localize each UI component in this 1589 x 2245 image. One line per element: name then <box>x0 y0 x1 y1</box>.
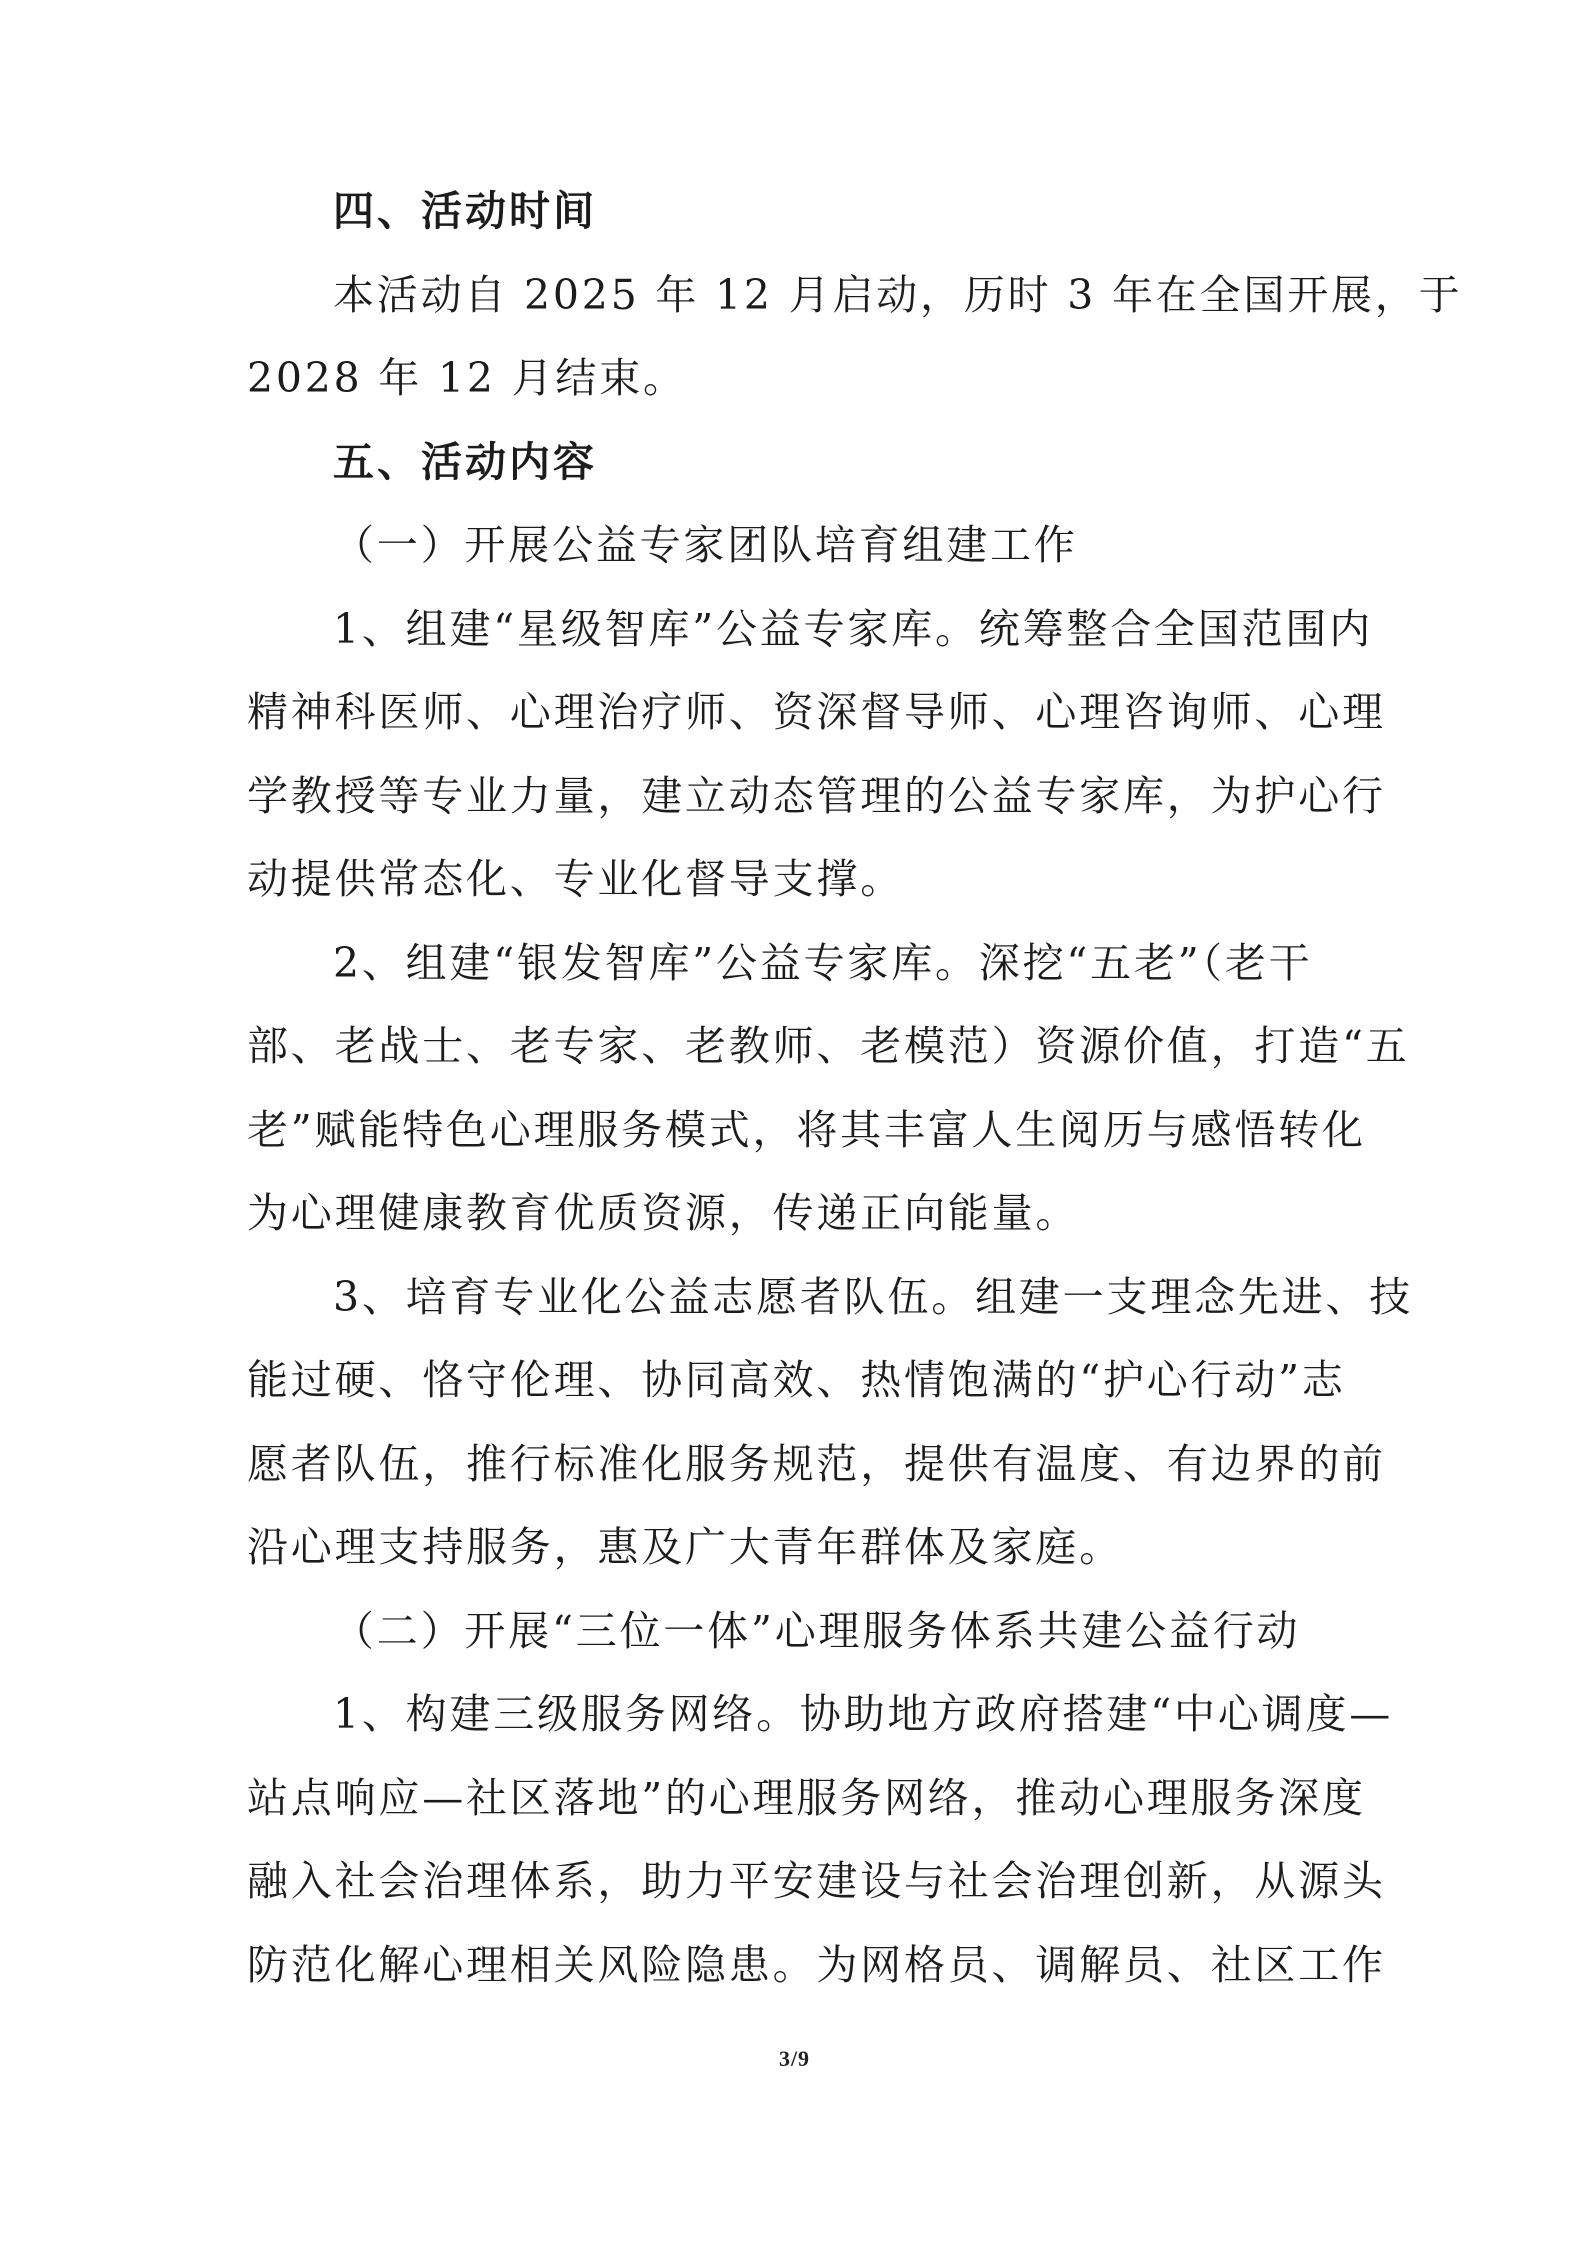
paragraph-line: 1、组建“星级智库”公益专家库。统筹整合全国范围内 <box>333 605 1374 653</box>
paragraph-line: 愿者队伍，推行标准化服务规范，提供有温度、有边界的前 <box>247 1440 1386 1488</box>
paragraph-line: 为心理健康教育优质资源，传递正向能量。 <box>247 1189 1080 1237</box>
subsection-heading: （二）开展“三位一体”心理服务体系共建公益行动 <box>333 1607 1301 1655</box>
paragraph-line: 1、构建三级服务网络。协助地方政府搭建“中心调度— <box>333 1690 1394 1738</box>
section-heading-activity-content: 五、活动内容 <box>333 438 597 486</box>
paragraph-line: 融入社会治理体系，助力平安建设与社会治理创新，从源头 <box>247 1857 1386 1905</box>
paragraph-line: 站点响应—社区落地”的心理服务网络，推动心理服务深度 <box>247 1774 1366 1822</box>
paragraph-line: 部、老战士、老专家、老教师、老模范）资源价值，打造“五 <box>247 1022 1410 1070</box>
paragraph-line: 3、培育专业化公益志愿者队伍。组建一支理念先进、技 <box>333 1273 1414 1321</box>
subsection-heading: （一）开展公益专家团队培育组建工作 <box>333 521 1078 569</box>
paragraph-line: 能过硬、恪守伦理、协同高效、热情饱满的“护心行动”志 <box>247 1356 1346 1404</box>
paragraph-line: 本活动自 2025 年 12 月启动，历时 3 年在全国开展，于 <box>333 271 1463 319</box>
paragraph-line: 沿心理支持服务，惠及广大青年群体及家庭。 <box>247 1523 1123 1571</box>
paragraph-line: 防范化解心理相关风险隐患。为网格员、调解员、社区工作 <box>247 1941 1386 1989</box>
page-number: 3/9 <box>778 2046 811 2071</box>
paragraph-line: 2、组建“银发智库”公益专家库。深挖“五老”（老干 <box>333 939 1313 987</box>
paragraph-line: 动提供常态化、专业化督导支撑。 <box>247 855 904 903</box>
paragraph-line: 2028 年 12 月结束。 <box>247 354 687 402</box>
paragraph-line: 老”赋能特色心理服务模式，将其丰富人生阅历与感悟转化 <box>247 1106 1366 1154</box>
paragraph-line: 精神科医师、心理治疗师、资深督导师、心理咨询师、心理 <box>247 688 1386 736</box>
paragraph-line: 学教授等专业力量，建立动态管理的公益专家库，为护心行 <box>247 772 1386 820</box>
section-heading-activity-time: 四、活动时间 <box>333 187 597 235</box>
